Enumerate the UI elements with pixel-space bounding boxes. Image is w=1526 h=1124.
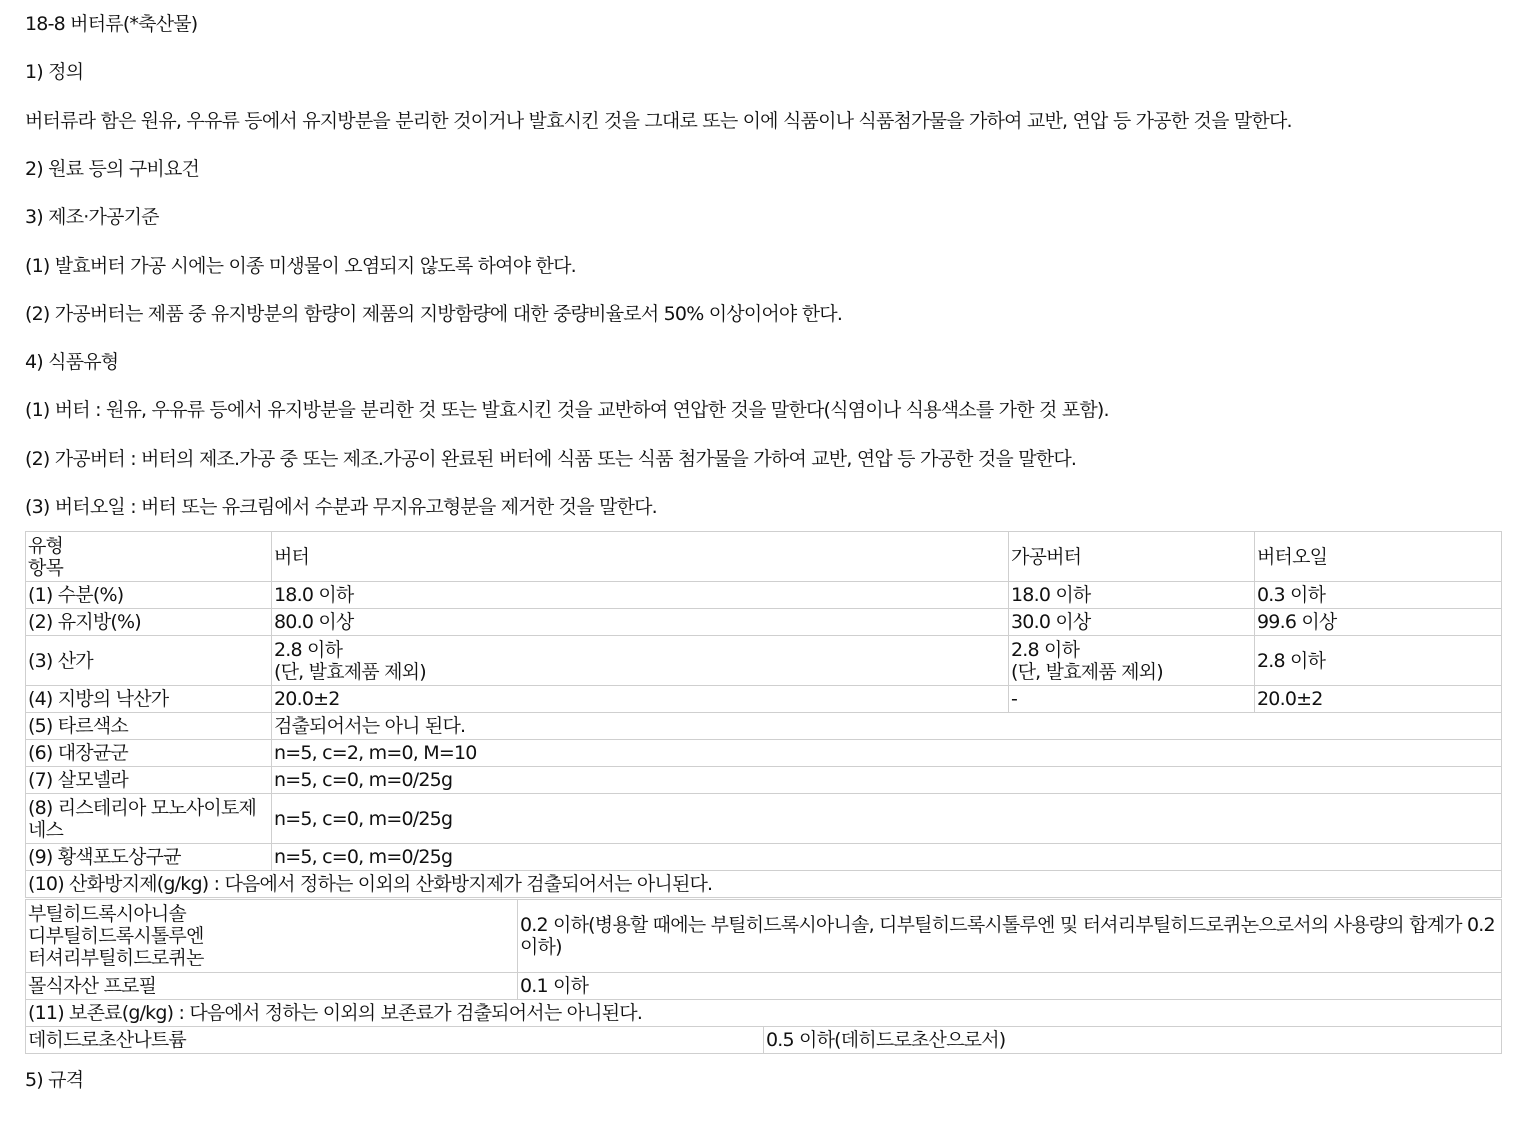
table-row xyxy=(26,609,1502,636)
butter-oil-value-cell: 2.8 이하 xyxy=(1255,636,1502,686)
antioxidant-limit-cell: 0.2 이하(병용할 때에는 부틸히드록시아니솔, 디부틸히드록시톨루엔 및 터셔리부틸히드로퀴논으로서의 사용량의 합계가 0.2이하) xyxy=(518,900,1502,973)
item-cell: (8) 리스테리아 모노사이토제네스 xyxy=(26,794,272,844)
table-row xyxy=(26,900,1502,973)
section-definition-title: 1) 정의 xyxy=(25,61,84,83)
table-row xyxy=(26,767,1502,794)
section-processing-title: 3) 제조·가공기준 xyxy=(25,206,159,228)
butter-oil-value-cell: 99.6 이상 xyxy=(1255,609,1502,636)
food-type-item-1: (1) 버터 : 원유, 우유류 등에서 유지방분을 분리한 것 또는 발효시킨 것을 교반하여 연압한 것을 말한다(식염이나 식용색소를 가한 것 포함). xyxy=(25,399,1109,421)
section-requirements-title: 2) 원료 등의 구비요건 xyxy=(25,158,200,180)
spanning-value-cell: n=5, c=0, m=0/25g xyxy=(272,844,1502,871)
table-row xyxy=(26,713,1502,740)
table-row xyxy=(26,582,1502,609)
antioxidant-header-cell: (10) 산화방지제(g/kg) : 다음에서 정하는 이외의 산화방지제가 검출되어서는 아니된다. xyxy=(26,871,1502,898)
item-cell: (2) 유지방(%) xyxy=(26,609,272,636)
section-definition-text: 버터류라 함은 원유, 우유류 등에서 유지방분을 분리한 것이거나 발효시킨 것을 그대로 또는 이에 식품이나 식품첨가물을 가하여 교반, 연압 등 가공한 것을 말한다. xyxy=(25,110,1292,132)
antioxidant-table xyxy=(25,899,1502,1027)
food-type-item-3: (3) 버터오일 : 버터 또는 유크림에서 수분과 무지유고형분을 제거한 것을 말한다. xyxy=(25,496,657,518)
table-row xyxy=(26,844,1502,871)
item-cell: (4) 지방의 낙산가 xyxy=(26,686,272,713)
table-row xyxy=(26,686,1502,713)
table-row xyxy=(26,636,1502,686)
butter-value-cell: 80.0 이상 xyxy=(272,609,1009,636)
preservative-limit-cell: 0.5 이하(데히드로초산으로서) xyxy=(764,1027,1502,1054)
header-butter-cell: 버터 xyxy=(272,532,1009,582)
spec-table xyxy=(25,531,1502,898)
butter-value-cell: 2.8 이하 (단, 발효제품 제외) xyxy=(272,636,1009,686)
processed-butter-value-cell: 18.0 이하 xyxy=(1009,582,1255,609)
table-header-row xyxy=(26,532,1502,582)
preservative-table xyxy=(25,1026,1502,1054)
item-cell: (5) 타르색소 xyxy=(26,713,272,740)
antioxidant-name-cell: 부틸히드록시아니솔 디부틸히드록시톨루엔 터셔리부틸히드로퀴논 xyxy=(26,900,518,973)
food-type-item-2: (2) 가공버터 : 버터의 제조.가공 중 또는 제조.가공이 완료된 버터에 식품 또는 식품 첨가물을 가하여 교반, 연압 등 가공한 것을 말한다. xyxy=(25,448,1077,470)
item-cell: (3) 산가 xyxy=(26,636,272,686)
butter-value-cell: 20.0±2 xyxy=(272,686,1009,713)
spanning-value-cell: 검출되어서는 아니 된다. xyxy=(272,713,1502,740)
spanning-value-cell: n=5, c=2, m=0, M=10 xyxy=(272,740,1502,767)
antioxidant-name-cell: 몰식자산 프로필 xyxy=(26,973,518,1000)
processed-butter-value-cell: 2.8 이하 (단, 발효제품 제외) xyxy=(1009,636,1255,686)
processed-butter-value-cell: - xyxy=(1009,686,1255,713)
butter-oil-value-cell: 0.3 이하 xyxy=(1255,582,1502,609)
table-row xyxy=(26,1027,1502,1054)
header-corner-cell: 유형 항목 xyxy=(26,532,272,582)
table-row xyxy=(26,973,1502,1000)
table-row xyxy=(26,871,1502,898)
antioxidant-limit-cell: 0.1 이하 xyxy=(518,973,1502,1000)
butter-value-cell: 18.0 이하 xyxy=(272,582,1009,609)
item-cell: (6) 대장균군 xyxy=(26,740,272,767)
document-heading: 18-8 버터류(*축산물) xyxy=(25,13,198,35)
table-row xyxy=(26,1000,1502,1027)
section-specification-title: 5) 규격 xyxy=(25,1069,84,1091)
processing-item-1: (1) 발효버터 가공 시에는 이종 미생물이 오염되지 않도록 하여야 한다. xyxy=(25,255,576,277)
preservative-header-cell: (11) 보존료(g/kg) : 다음에서 정하는 이외의 보존료가 검출되어서는 아니된다. xyxy=(26,1000,1502,1027)
table-row xyxy=(26,794,1502,844)
header-butter-oil-cell: 버터오일 xyxy=(1255,532,1502,582)
preservative-name-cell: 데히드로초산나트륨 xyxy=(26,1027,764,1054)
processed-butter-value-cell: 30.0 이상 xyxy=(1009,609,1255,636)
item-cell: (1) 수분(%) xyxy=(26,582,272,609)
section-food-types-title: 4) 식품유형 xyxy=(25,351,119,373)
spanning-value-cell: n=5, c=0, m=0/25g xyxy=(272,794,1502,844)
item-cell: (7) 살모넬라 xyxy=(26,767,272,794)
item-cell: (9) 황색포도상구균 xyxy=(26,844,272,871)
spanning-value-cell: n=5, c=0, m=0/25g xyxy=(272,767,1502,794)
processing-item-2: (2) 가공버터는 제품 중 유지방분의 함량이 제품의 지방함량에 대한 중량비율로서 50% 이상이어야 한다. xyxy=(25,303,843,325)
header-processed-butter-cell: 가공버터 xyxy=(1009,532,1255,582)
table-row xyxy=(26,740,1502,767)
butter-oil-value-cell: 20.0±2 xyxy=(1255,686,1502,713)
